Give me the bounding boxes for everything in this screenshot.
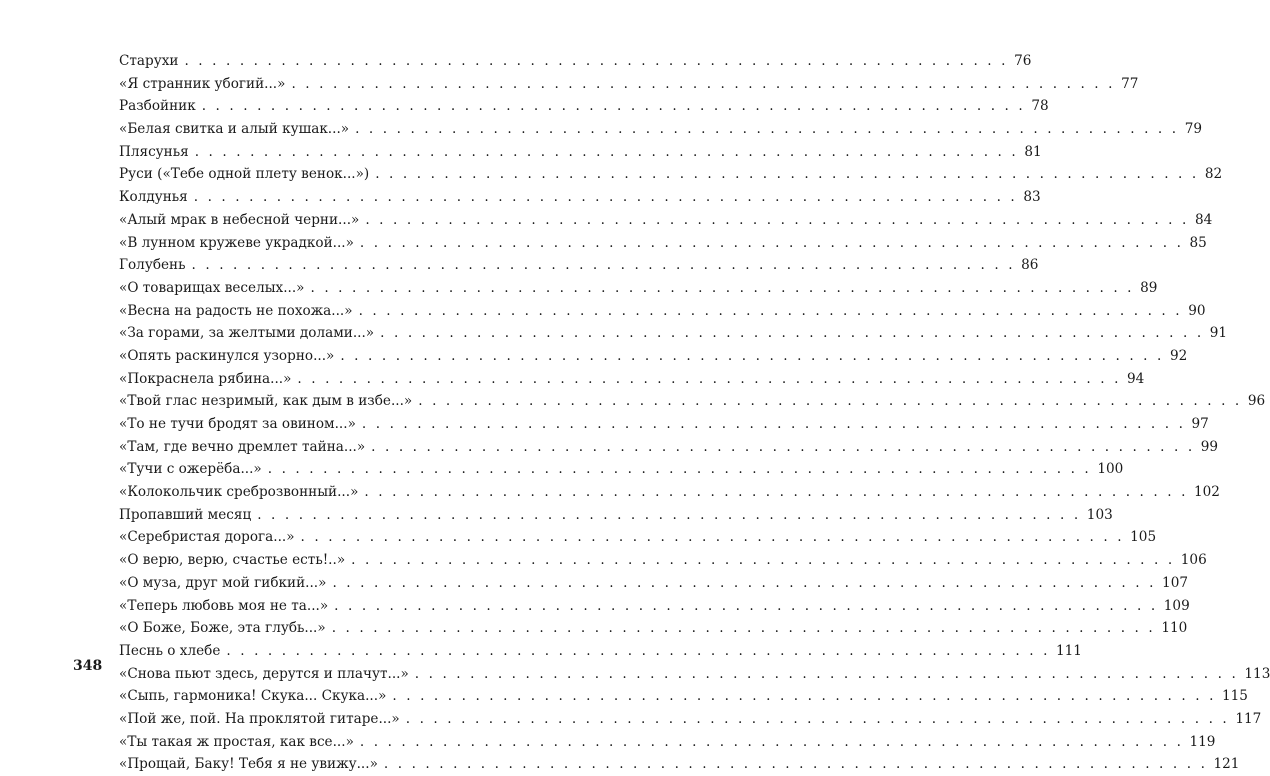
toc-entry-title: «О верю, верю, счастье есть!..»	[119, 552, 346, 569]
toc-entry-page: 97	[1191, 416, 1209, 432]
dot-leader: . . . . . . . . . . . . . . . . . . . . . . . . . . . . . . . . . . . . . . . . . . . . . . . . . . . . . . . . . . . .	[364, 484, 1188, 501]
dot-leader: . . . . . . . . . . . . . . . . . . . . . . . . . . . . . . . . . . . . . . . . . . . . . . . . . . . . . . . . . . . .	[351, 552, 1175, 569]
dot-leader: . . . . . . . . . . . . . . . . . . . . . . . . . . . . . . . . . . . . . . . . . . . . . . . . . . . . . . . . . . . .	[418, 393, 1242, 410]
toc-entry-title: Пропавший месяц	[119, 506, 252, 523]
dot-leader: . . . . . . . . . . . . . . . . . . . . . . . . . . . . . . . . . . . . . . . . . . . . . . . . . . . . . . . . . . . .	[365, 211, 1189, 228]
toc-entry-page: 84	[1194, 211, 1213, 228]
dot-leader: . . . . . . . . . . . . . . . . . . . . . . . . . . . . . . . . . . . . . . . . . . . . . . . . . . . . . . . . . . . .	[355, 121, 1179, 138]
toc-entry-title: «Белая свитка и алый кушак...»	[119, 121, 350, 138]
toc-entry-page: 121	[1213, 756, 1240, 773]
toc-entry-page: 113	[1244, 665, 1270, 682]
toc-entry-page: 106	[1180, 552, 1207, 569]
dot-leader: . . . . . . . . . . . . . . . . . . . . . . . . . . . . . . . . . . . . . . . . . . . . . . . . . . . . . . . . . . . .	[297, 370, 1122, 387]
dot-leader: . . . . . . . . . . . . . . . . . . . . . . . . . . . . . . . . . . . . . . . . . . . . . . . . . . . . . . . . . . . .	[191, 257, 1016, 274]
toc-entry-title: «Я странник убогий...»	[119, 75, 286, 92]
toc-entry-title: «Прощай, Баку! Тебя я не увижу...»	[119, 756, 378, 773]
toc-entry-title: «Сыпь, гармоника! Скука... Скука...»	[119, 688, 387, 705]
toc-entry	[119, 663, 1270, 686]
toc-entry-title: «Там, где вечно дремлет тайна...»	[119, 438, 366, 455]
toc-entry-page: 99	[1200, 438, 1219, 455]
toc-entry-title: «Снова пьют здесь, дерутся и плачут...»	[119, 665, 409, 682]
toc-entry-page: 96	[1247, 393, 1266, 410]
toc-entry	[119, 186, 1041, 209]
toc-entry-page: 77	[1121, 75, 1139, 92]
toc-entry	[119, 368, 1145, 391]
toc-entry	[119, 345, 1188, 368]
toc-entry-title: «Колокольчик среброзвонный...»	[119, 484, 359, 501]
toc-entry	[119, 118, 1203, 141]
toc-entry-page: 76	[1014, 53, 1032, 69]
toc-entry-title: Колдунья	[119, 189, 188, 206]
toc-entry	[119, 572, 1188, 595]
toc-entry	[119, 481, 1220, 504]
dot-leader: . . . . . . . . . . . . . . . . . . . . . . . . . . . . . . . . . . . . . . . . . . . . . . . . . . . . . . . . . . . .	[359, 234, 1184, 251]
dot-leader: . . . . . . . . . . . . . . . . . . . . . . . . . . . . . . . . . . . . . . . . . . . . . . . . . . . . . . . . . . . .	[405, 710, 1230, 727]
toc-entry-title: «Тучи с ожерёба...»	[119, 461, 262, 478]
dot-leader: . . . . . . . . . . . . . . . . . . . . . . . . . . . . . . . . . . . . . . . . . . . . . . . . . . . . . . . . . . . .	[380, 325, 1204, 342]
page-number: 348	[73, 658, 103, 674]
toc-entry-page: 92	[1169, 347, 1188, 364]
toc-entry-title: Разбойник	[119, 98, 196, 115]
dot-leader: . . . . . . . . . . . . . . . . . . . . . . . . . . . . . . . . . . . . . . . . . . . . . . . . . . . . . . . . . . . .	[201, 98, 1026, 115]
toc-entry-page: 107	[1162, 574, 1188, 591]
toc-entry	[119, 685, 1248, 708]
toc-entry-page: 89	[1140, 279, 1158, 296]
toc-entry	[119, 436, 1219, 459]
toc-entry-page: 117	[1235, 710, 1262, 727]
toc-entry-title: «О товарищах веселых...»	[119, 279, 305, 296]
toc-entry	[119, 753, 1240, 776]
toc-entry-page: 94	[1127, 370, 1145, 387]
toc-entry-page: 86	[1021, 257, 1039, 274]
toc-entry-title: «О Боже, Боже, эта глубь...»	[119, 620, 326, 637]
toc-entry	[119, 413, 1209, 436]
toc-entry-page: 79	[1184, 121, 1203, 138]
toc-entry-page: 78	[1031, 98, 1049, 115]
toc-entry-page: 103	[1086, 506, 1113, 523]
dot-leader: . . . . . . . . . . . . . . . . . . . . . . . . . . . . . . . . . . . . . . . . . . . . . . . . . . . . . . . . . . . .	[414, 665, 1239, 682]
toc-entry-title: «Пой же, пой. На проклятой гитаре...»	[119, 710, 400, 727]
toc-entry	[119, 731, 1216, 754]
toc-entry	[119, 209, 1213, 232]
toc-entry-page: 82	[1204, 166, 1223, 183]
toc-entry	[119, 141, 1042, 164]
dot-leader: . . . . . . . . . . . . . . . . . . . . . . . . . . . . . . . . . . . . . . . . . . . . . . . . . . . . . . . . . . . .	[332, 574, 1157, 591]
toc-entry-page: 91	[1209, 325, 1228, 342]
toc-entry-title: Старухи	[119, 53, 179, 69]
toc-entry-title: «Теперь любовь моя не та...»	[119, 597, 329, 614]
toc-entry	[119, 640, 1082, 663]
toc-entry-page: 109	[1163, 597, 1190, 614]
toc-entry	[119, 277, 1158, 300]
toc-entry	[119, 50, 1032, 73]
dot-leader: . . . . . . . . . . . . . . . . . . . . . . . . . . . . . . . . . . . . . . . . . . . . . . . . . . . . . . . . . . . .	[340, 347, 1164, 364]
toc-entry-page: 81	[1024, 143, 1042, 160]
toc-entry	[119, 163, 1223, 186]
toc-entry	[119, 595, 1190, 618]
toc-entry	[119, 526, 1157, 549]
dot-leader: . . . . . . . . . . . . . . . . . . . . . . . . . . . . . . . . . . . . . . . . . . . . . . . . . . . . . . . . . . . .	[291, 75, 1116, 92]
dot-leader: . . . . . . . . . . . . . . . . . . . . . . . . . . . . . . . . . . . . . . . . . . . . . . . . . . . . . . . . . . . .	[300, 529, 1125, 546]
toc-entry-title: Песнь о хлебе	[119, 642, 221, 659]
toc-entry-title: «Серебристая дорога...»	[119, 529, 295, 546]
toc-entry	[119, 322, 1228, 345]
toc-entry-page: 100	[1097, 461, 1124, 478]
dot-leader: . . . . . . . . . . . . . . . . . . . . . . . . . . . . . . . . . . . . . . . . . . . . . . . . . . . . . . . . . . . .	[358, 302, 1183, 319]
toc-entry-page: 110	[1161, 620, 1188, 637]
dot-leader: . . . . . . . . . . . . . . . . . . . . . . . . . . . . . . . . . . . . . . . . . . . . . . . . . . . . . . . . . . . .	[257, 506, 1081, 523]
toc-entry-page: 83	[1023, 189, 1041, 206]
toc-entry-page: 90	[1188, 302, 1206, 319]
toc-entry-page: 111	[1056, 642, 1082, 659]
toc-entry	[119, 95, 1049, 118]
dot-leader: . . . . . . . . . . . . . . . . . . . . . . . . . . . . . . . . . . . . . . . . . . . . . . . . . . . . . . . . . . . .	[361, 416, 1186, 432]
toc-entry-title: Голубень	[119, 257, 186, 274]
toc-entry-title: Руси («Тебе одной плету венок...»)	[119, 166, 370, 183]
dot-leader: . . . . . . . . . . . . . . . . . . . . . . . . . . . . . . . . . . . . . . . . . . . . . . . . . . . . . . . . . . . .	[193, 189, 1018, 206]
toc-entry	[119, 458, 1124, 481]
dot-leader: . . . . . . . . . . . . . . . . . . . . . . . . . . . . . . . . . . . . . . . . . . . . . . . . . . . . . . . . . . . .	[310, 279, 1135, 296]
dot-leader: . . . . . . . . . . . . . . . . . . . . . . . . . . . . . . . . . . . . . . . . . . . . . . . . . . . . . . . . . . . .	[375, 166, 1199, 183]
dot-leader: . . . . . . . . . . . . . . . . . . . . . . . . . . . . . . . . . . . . . . . . . . . . . . . . . . . . . . . . . . . .	[267, 461, 1092, 478]
toc-entry-page: 115	[1222, 688, 1248, 705]
toc-entry-page: 102	[1194, 484, 1220, 501]
dot-leader: . . . . . . . . . . . . . . . . . . . . . . . . . . . . . . . . . . . . . . . . . . . . . . . . . . . . . . . . . . . .	[383, 756, 1208, 773]
toc-entry-page: 85	[1189, 234, 1207, 251]
toc-entry	[119, 300, 1206, 323]
toc-entry	[119, 708, 1262, 731]
toc-entry	[119, 549, 1207, 572]
toc-entry	[119, 232, 1207, 255]
dot-leader: . . . . . . . . . . . . . . . . . . . . . . . . . . . . . . . . . . . . . . . . . . . . . . . . . . . . . . . . . . . .	[184, 53, 1009, 69]
toc-entry-title: «Покраснела рябина...»	[119, 370, 292, 387]
table-of-contents	[119, 50, 1270, 776]
toc-entry	[119, 73, 1139, 96]
toc-entry-title: «Весна на радость не похожа...»	[119, 302, 353, 319]
toc-entry-title: «Опять раскинулся узорно...»	[119, 347, 335, 364]
toc-entry-title: «То не тучи бродят за овином...»	[119, 416, 356, 432]
toc-entry	[119, 254, 1039, 277]
toc-entry-title: Плясунья	[119, 143, 189, 160]
dot-leader: . . . . . . . . . . . . . . . . . . . . . . . . . . . . . . . . . . . . . . . . . . . . . . . . . . . . . . . . . . . .	[359, 733, 1184, 750]
toc-entry-title: «Твой глас незримый, как дым в избе...»	[119, 393, 413, 410]
dot-leader: . . . . . . . . . . . . . . . . . . . . . . . . . . . . . . . . . . . . . . . . . . . . . . . . . . . . . . . . . . . .	[226, 642, 1050, 659]
toc-entry-title: «Алый мрак в небесной черни...»	[119, 211, 360, 228]
dot-leader: . . . . . . . . . . . . . . . . . . . . . . . . . . . . . . . . . . . . . . . . . . . . . . . . . . . . . . . . . . . .	[194, 143, 1019, 160]
toc-entry	[119, 390, 1266, 413]
dot-leader: . . . . . . . . . . . . . . . . . . . . . . . . . . . . . . . . . . . . . . . . . . . . . . . . . . . . . . . . . . . .	[331, 620, 1156, 637]
dot-leader: . . . . . . . . . . . . . . . . . . . . . . . . . . . . . . . . . . . . . . . . . . . . . . . . . . . . . . . . . . . .	[392, 688, 1216, 705]
toc-entry-page: 105	[1130, 529, 1157, 546]
toc-entry	[119, 504, 1113, 527]
toc-entry-title: «В лунном кружеве украдкой...»	[119, 234, 354, 251]
toc-entry-title: «Ты такая ж простая, как все...»	[119, 733, 354, 750]
dot-leader: . . . . . . . . . . . . . . . . . . . . . . . . . . . . . . . . . . . . . . . . . . . . . . . . . . . . . . . . . . . .	[371, 438, 1195, 455]
dot-leader: . . . . . . . . . . . . . . . . . . . . . . . . . . . . . . . . . . . . . . . . . . . . . . . . . . . . . . . . . . . .	[334, 597, 1158, 614]
toc-entry	[119, 617, 1188, 640]
toc-entry-page: 119	[1189, 733, 1216, 750]
toc-entry-title: «За горами, за желтыми долами...»	[119, 325, 375, 342]
toc-entry-title: «О муза, друг мой гибкий...»	[119, 574, 327, 591]
